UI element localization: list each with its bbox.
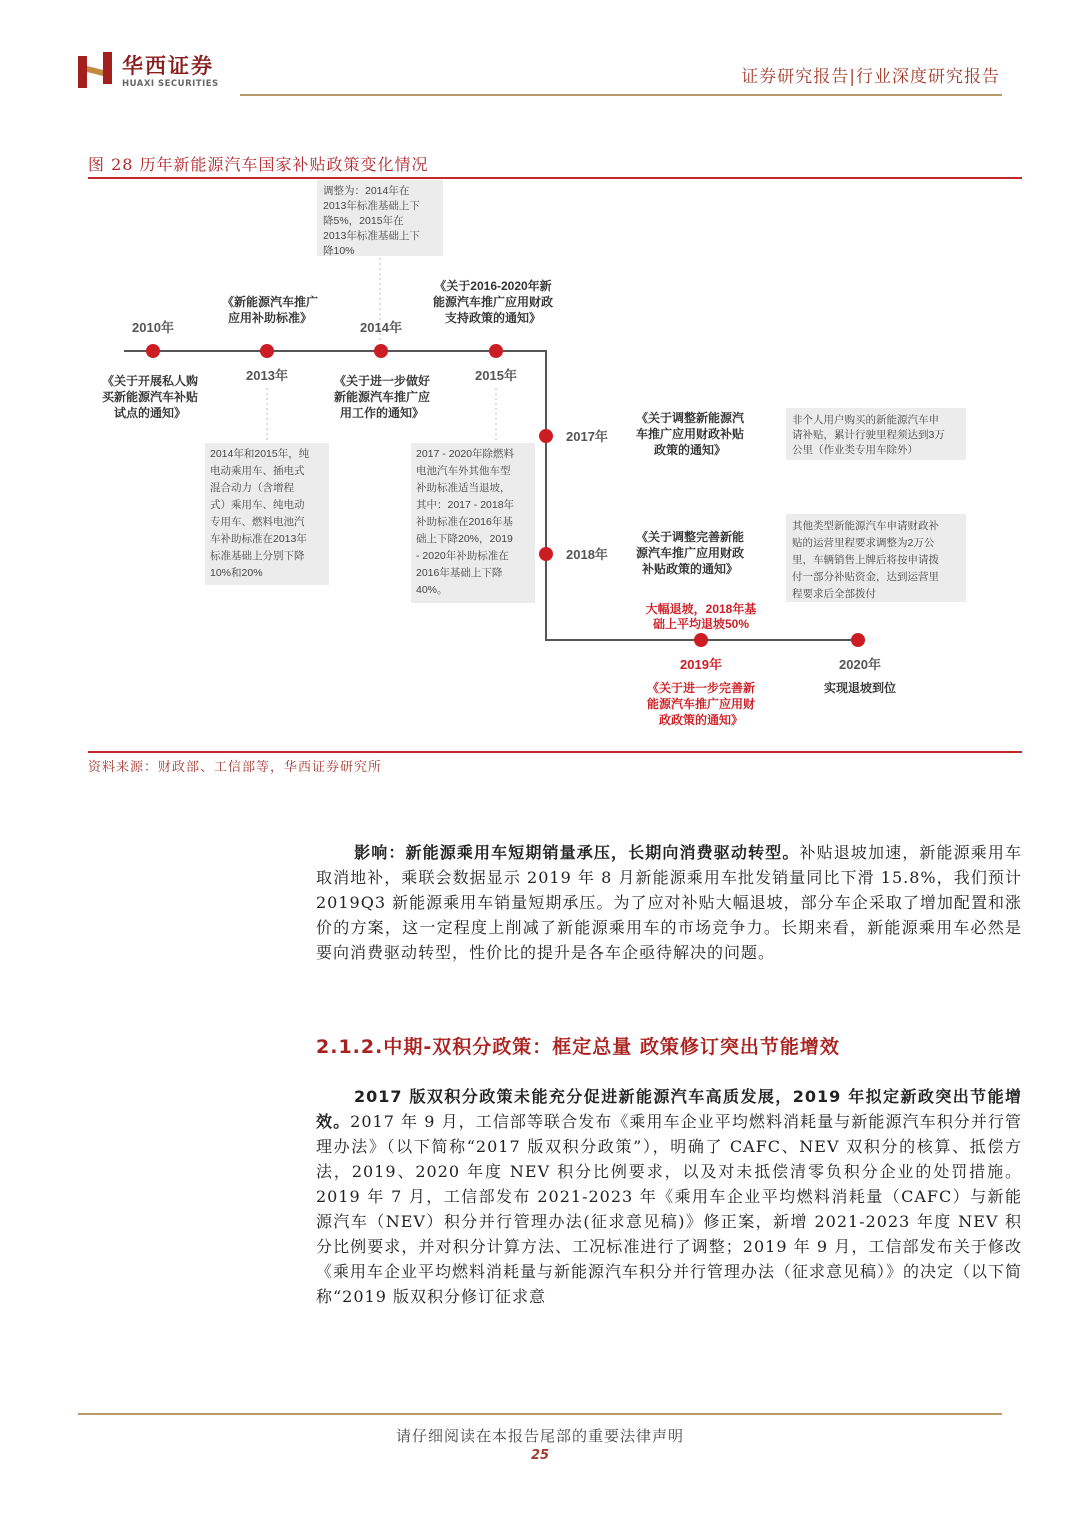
note-2018-line: 付一部分补贴资金，达到运营里 [792,571,939,583]
note-2013-line: 标准基础上分别下降 [210,550,305,562]
marker-2013 [260,344,274,358]
policy-2014-line: 用工作的通知》 [339,406,425,420]
policy-2013-line: 应用补助标准》 [227,311,313,325]
policy-2010-line: 试点的通知》 [113,406,187,420]
note-2015-line: 补助标准适当退坡， [416,482,511,494]
policy-2010 [102,373,198,420]
year-label-2019: 2019年 [680,657,722,672]
marker-2010 [146,344,160,358]
note-2015-line: 电池汽车外其他车型 [416,465,511,477]
year-label-2014: 2014年 [360,320,402,335]
policy-2013 [222,294,318,325]
note-2014-line: 2013年标准基础上下 [323,200,420,212]
note-2013-line: 车补助标准在2013年 [210,533,307,545]
policy-2018-line: 《关于调整完善新能 [635,530,745,544]
footer-divider [78,1413,1002,1415]
policy-2019-line: 能源汽车推广应用财 [646,697,756,711]
note-2018-line: 程要求后全部拨付 [792,588,876,600]
policy-2019-change-line: 础上平均退坡50% [652,617,750,631]
policy-2018-line: 补贴政策的通知》 [641,562,739,576]
policy-2019-change [646,601,757,631]
note-2015-line: 础上下降20%，2019 [416,533,513,545]
note-2013-line: 10%和20% [210,567,263,579]
year-label-2010: 2010年 [132,320,174,335]
impact-paragraph [316,840,1022,965]
policy-2013-line: 《新能源汽车推广 [221,295,319,309]
note-2013-line: 电动乘用车、插电式 [210,465,305,477]
note-2015-line: 2016年基础上下降 [416,567,503,579]
policy-2015-line: 《关于2016-2020年新 [434,279,552,293]
marker-2019 [694,633,708,647]
figure-caption: 图 28 历年新能源汽车国家补贴政策变化情况 [88,155,429,174]
page-number: 25 [530,1448,550,1463]
note-2017-line: 非个人用户购买的新能源汽车申 [792,414,939,426]
note-2017-line: 公里（作业类专用车除外） [792,444,918,456]
marker-2018 [539,547,553,561]
footer-legal-note: 请仔细阅读在本报告尾部的重要法律声明 [395,1427,684,1445]
policy-2015 [433,278,553,325]
year-label-2017: 2017年 [566,429,608,444]
policy-2014 [334,373,430,420]
policy-2010-line: 买新能源汽车补贴 [101,390,199,404]
note-2015-line: 其中：2017 - 2018年 [416,499,515,511]
policy-2019 [647,680,755,727]
year-label-2015: 2015年 [475,368,517,383]
marker-2020 [851,633,865,647]
policy-2015-line: 能源汽车推广应用财政 [432,295,554,309]
policy-2015-line: 支持政策的通知》 [444,311,542,325]
year-label-2020: 2020年 [839,657,881,672]
policy-2019-line: 《关于进一步完善新 [646,681,756,695]
note-2018-line: 里，车辆销售上牌后将按申请拨 [792,554,939,566]
policy-2020: 实现退坡到位 [823,681,897,695]
brand-name-cn: 华西证券 [122,54,214,78]
policy-2019-change-line: 大幅退坡，2018年基 [645,602,757,616]
policy-2017-line: 《关于调整新能源汽 [635,411,745,425]
note-2014-line: 降10% [323,245,355,257]
policy-2018 [636,529,744,576]
note-2015-line: 40%。 [416,584,448,596]
note-2015-line: 补助标准在2016年基 [416,516,513,528]
marker-2014 [374,344,388,358]
report-type: 证券研究报告|行业深度研究报告 [741,67,1000,87]
dual-credit-paragraph-lead: 2017 版双积分政策未能充分促进新能源汽车高质发展，2019 年拟定新政突出节能增效。 [316,1087,1022,1131]
section-heading: 2.1.2.中期-双积分政策：框定总量 政策修订突出节能增效 [316,1036,840,1058]
marker-2015 [489,344,503,358]
policy-2017-line: 车推广应用财政补贴 [635,427,745,441]
marker-2017 [539,429,553,443]
impact-paragraph-body: 补贴退坡加速，新能源乘用车取消地补，乘联会数据显示 2019 年 8 月新能源乘用车批发销量同比下滑 15.8%，我们预计 2019Q3 新能源乘用车销量短期承压。为了应对补贴大幅退坡，部分车企采取了增加配置和涨价的方案，这一定程度上削减了新能源乘用车的市场竞争力。长期来看，新能源乘用车必然是要向消费驱动转型，性价比的提升是各车企亟待解决的问题。 [316,843,1022,962]
year-label-2013: 2013年 [246,368,288,383]
note-2013-line: 2014年和2015年，纯 [210,448,310,460]
policy-2010-line: 《关于开展私人购 [101,374,199,388]
brand-name-en: HUAXI SECURITIES [122,79,219,89]
note-2014-line: 降5%，2015年在 [323,215,404,227]
note-2015 [416,447,515,596]
policy-2017-line: 政策的通知》 [653,443,727,457]
dual-credit-paragraph [316,1084,1022,1309]
note-2015-line: - 2020年补助标准在 [416,550,509,562]
policy-2014-line: 新能源汽车推广应 [333,390,431,404]
impact-paragraph-lead: 影响：新能源乘用车短期销量承压，长期向消费驱动转型。 [354,843,800,862]
note-2013-line: 式）乘用车、纯电动 [210,499,305,511]
policy-2017 [636,410,745,457]
year-label-2018: 2018年 [566,547,608,562]
note-2015-line: 2017 - 2020年除燃料 [416,448,515,460]
note-2013-line: 专用车、燃料电池汽 [210,516,305,528]
note-2014-line: 2013年标准基础上下 [323,230,420,242]
figure-bottom-rule [88,751,1022,753]
policy-2014-line: 《关于进一步做好 [333,374,431,388]
policy-2019-line: 政政策的通知》 [658,713,744,727]
note-2017-line: 请补贴，累计行驶里程须达到3万 [792,429,945,441]
policy-timeline-diagram [0,0,1080,760]
note-2013-line: 混合动力（含增程 [210,482,294,494]
policy-2018-line: 源汽车推广应用财政 [635,546,745,560]
figure-source: 资料来源：财政部、工信部等，华西证券研究所 [88,760,383,775]
note-2018-line: 贴的运营里程要求调整为2万公 [792,537,935,549]
note-2018-line: 其他类型新能源汽车申请财政补 [792,520,939,532]
note-2014-line: 调整为：2014年在 [323,185,410,197]
dual-credit-paragraph-body: 2017 年 9 月，工信部等联合发布《乘用车企业平均燃料消耗量与新能源汽车积分并行管理办法》（以下简称“2017 版双积分政策”），明确了 CAFC、NEV 双积分的核算、抵偿方法，2019、2020 年度 NEV 积分比例要求，以及对未抵偿清零负积分企业的处罚措施。2019 年 7 月，工信部发布 2021-2023 年《乘用车企业平均燃料消耗量（CAFC）与新能源汽车（NEV）积分并行管理办法(征求意见稿)》修正案，新增 2021-2023 年度 NEV 积分比例要求，并对积分计算方法、工况标准进行了调整；2019 年 9 月，工信部发布关于修改《乘用车企业平均燃料消耗量与新能源汽车积分并行管理办法（征求意见稿）》的决定（以下简称“2019 版双积分修订征求意 [316,1112,1023,1306]
